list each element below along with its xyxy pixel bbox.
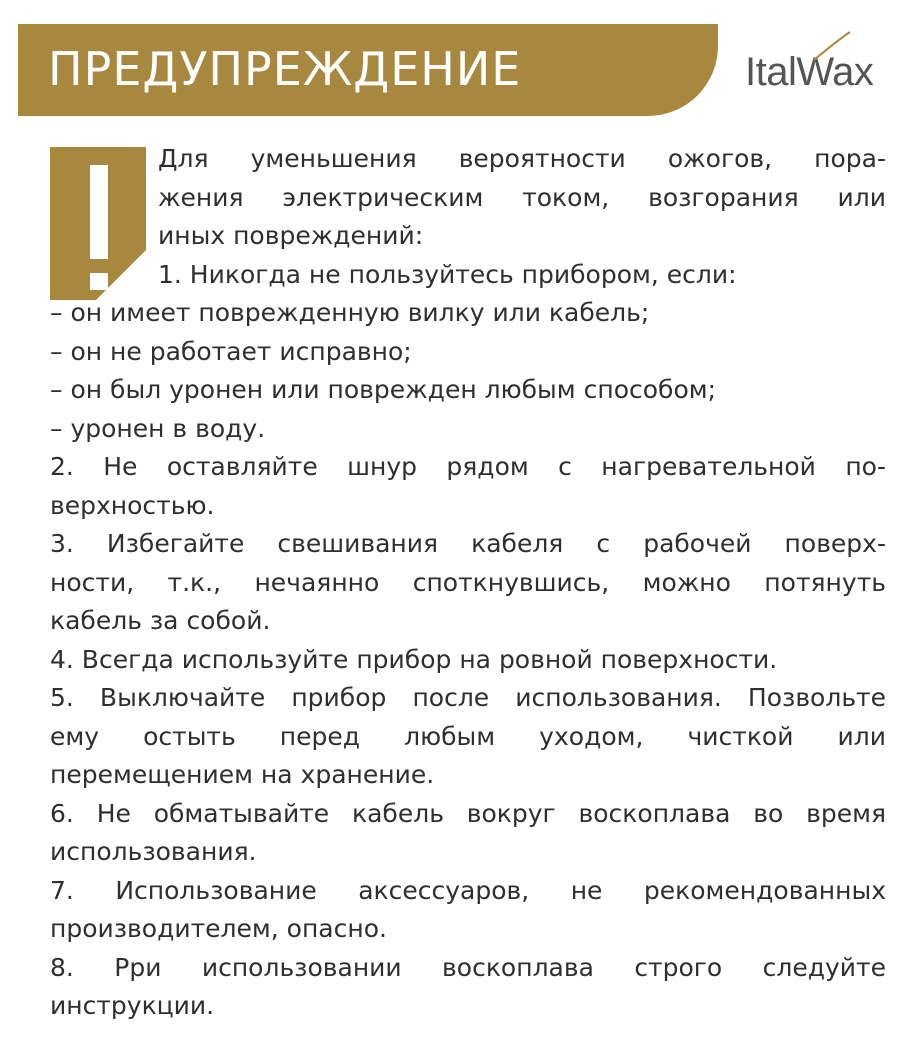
warning-text <box>50 140 886 1026</box>
text-line: 8. Рри использовании воскоплава строго следуйте <box>50 952 886 982</box>
text-line: верхностью. <box>50 490 215 520</box>
text-line: жения электрическим током, возгорания или <box>158 182 886 212</box>
text-line: иных повреждений: <box>158 221 424 250</box>
text-line: – он был уронен или поврежден любым способом; <box>50 375 717 404</box>
text-line: 5. Выключайте прибор после использования. Позвольте <box>50 683 886 712</box>
text-line: 6. Не обматывайте кабель вокруг воскоплава во время <box>50 798 886 828</box>
header-banner <box>18 24 718 116</box>
text-line: Для уменьшения вероятности ожогов, пора- <box>158 144 886 173</box>
text-line: 2. Не оставляйте шнур рядом с нагревательной по- <box>50 452 886 481</box>
text-line: кабель за собой. <box>50 606 271 635</box>
text-line: – уронен в воду. <box>50 413 266 443</box>
text-line: инструкции. <box>50 991 215 1020</box>
text-line: 1. Никогда не пользуйтесь прибором, если: <box>158 259 737 289</box>
text-line: – он имеет поврежденную вилку или кабель; <box>50 298 650 327</box>
text-line: использования. <box>50 837 257 866</box>
text-line: ему остыть перед любым уходом, чисткой или <box>50 721 886 751</box>
text-line: – он не работает исправно; <box>50 336 412 366</box>
logo-tick-icon <box>812 30 852 62</box>
text-line: ности, т.к., нечаянно споткнувшись, можно потянуть <box>50 567 886 597</box>
text-line: 7. Использование аксессуаров, не рекомендованных <box>50 875 886 905</box>
text-line: 3. Избегайте свешивания кабеля с рабочей поверх- <box>50 529 886 558</box>
text-line: перемещением на хранение. <box>50 760 435 789</box>
text-line: 4. Всегда используйте прибор на ровной поверхности. <box>50 644 778 674</box>
brand-logo: ItalWax <box>745 50 874 94</box>
text-line: производителем, опасно. <box>50 914 387 943</box>
page-title: ПРЕДУПРЕЖДЕНИЕ <box>48 42 522 96</box>
